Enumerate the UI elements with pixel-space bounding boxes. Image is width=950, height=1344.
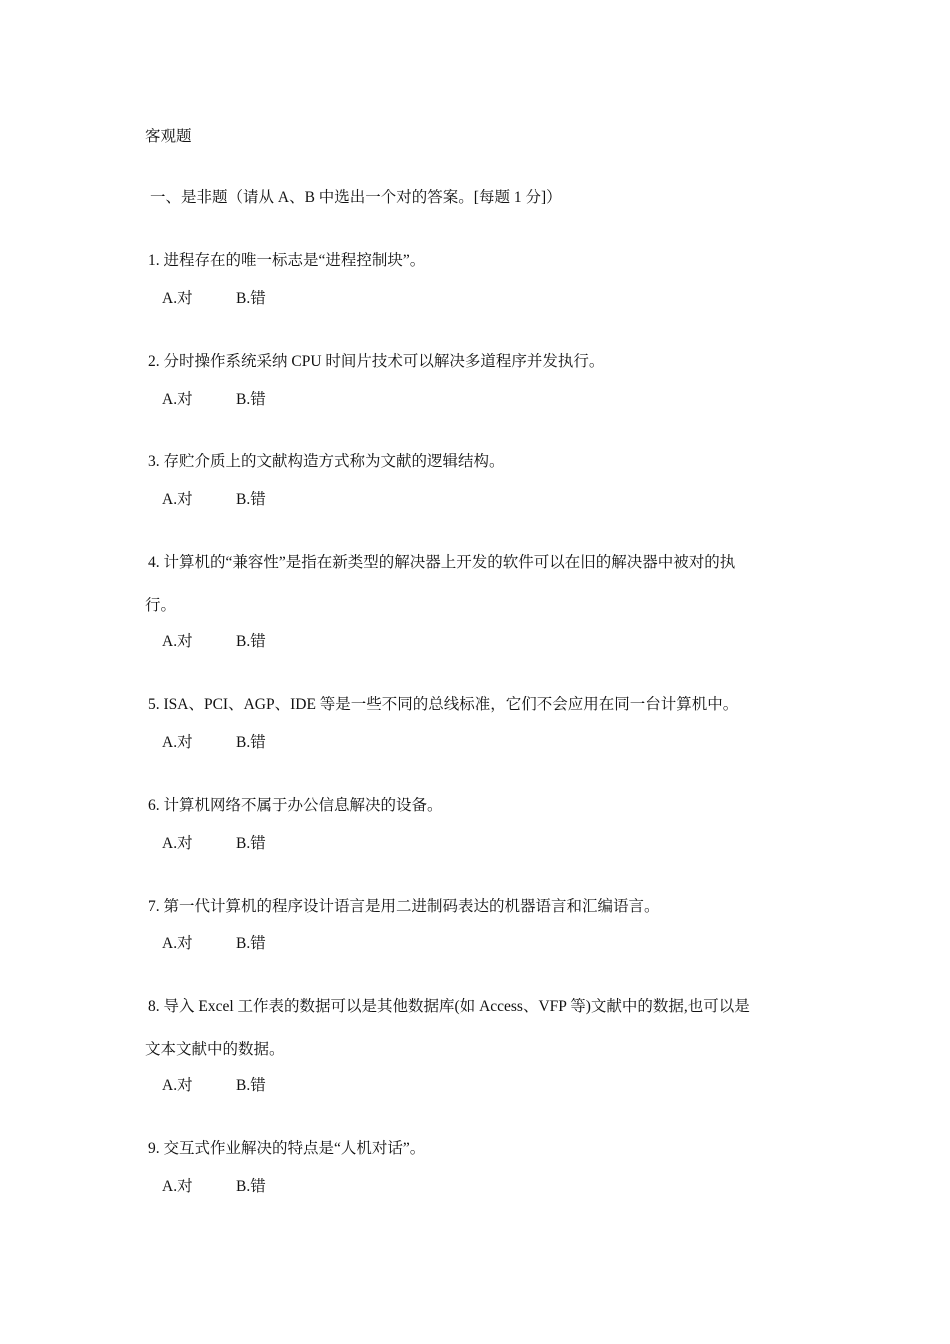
question-2-text: 2. 分时操作系统采纳 CPU 时间片技术可以解决多道程序并发执行。 [148,353,605,370]
question-7-option-a: A.对 [162,935,193,952]
question-1-option-b: B.错 [236,290,266,307]
section-heading: 一、是非题（请从 A、B 中选出一个对的答案。[每题 1 分]） [150,189,562,206]
question-9-text: 9. 交互式作业解决的特点是“人机对话”。 [148,1140,426,1157]
question-7-text: 7. 第一代计算机的程序设计语言是用二进制码表达的机器语言和汇编语言。 [148,898,660,915]
question-4-option-a: A.对 [162,633,193,650]
question-2-option-b: B.错 [236,391,266,408]
question-5-text: 5. ISA、PCI、AGP、IDE 等是一些不同的总线标准，它们不会应用在同一台计算机中。 [148,696,739,713]
question-4-text-continued: 行。 [145,597,177,614]
question-8-option-b: B.错 [236,1077,266,1094]
question-1-text: 1. 进程存在的唯一标志是“进程控制块”。 [148,252,426,269]
question-8-option-a: A.对 [162,1077,193,1094]
document-title: 客观题 [145,128,192,145]
question-9-option-b: B.错 [236,1178,266,1195]
question-3-option-a: A.对 [162,491,193,508]
question-2-option-a: A.对 [162,391,193,408]
question-5-option-b: B.错 [236,734,266,751]
question-6-option-a: A.对 [162,835,193,852]
question-5-option-a: A.对 [162,734,193,751]
question-6-option-b: B.错 [236,835,266,852]
question-8-text: 8. 导入 Excel 工作表的数据可以是其他数据库(如 Access、VFP 等)文献中的数据,也可以是 [148,998,750,1015]
question-4-text: 4. 计算机的“兼容性”是指在新类型的解决器上开发的软件可以在旧的解决器中被对的执 [148,554,736,571]
question-3-text: 3. 存贮介质上的文献构造方式称为文献的逻辑结构。 [148,453,505,470]
question-1-option-a: A.对 [162,290,193,307]
question-9-option-a: A.对 [162,1178,193,1195]
question-7-option-b: B.错 [236,935,266,952]
question-3-option-b: B.错 [236,491,266,508]
question-6-text: 6. 计算机网络不属于办公信息解决的设备。 [148,797,443,814]
question-4-option-b: B.错 [236,633,266,650]
question-8-text-continued: 文本文献中的数据。 [145,1041,285,1058]
